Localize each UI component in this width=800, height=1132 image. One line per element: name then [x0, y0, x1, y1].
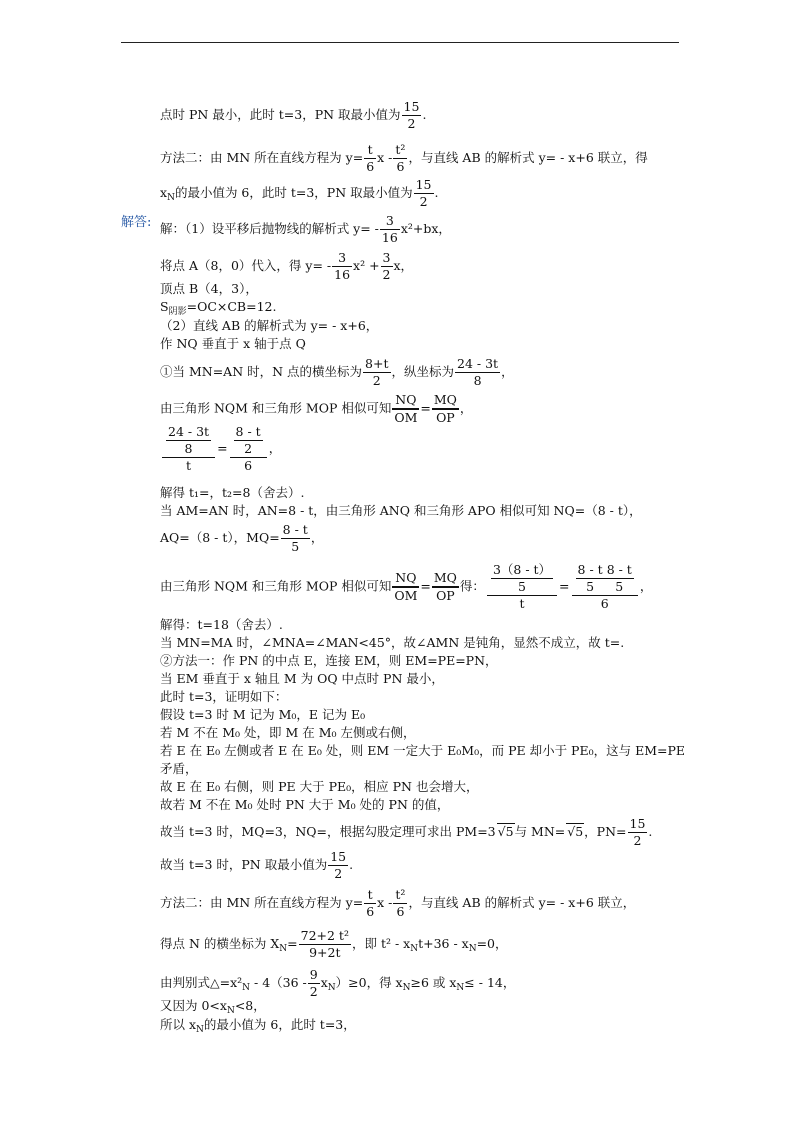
line-top-1: 点时 PN 最小，此时 t=3，PN 取最小值为 $\frac{15}{2}$ .: [160, 99, 427, 131]
fraction: $\frac{\text{72+2 t²}}{9+2t}$: [300, 928, 349, 960]
line-sol-18: 此时 t=3，证明如下：: [160, 689, 288, 704]
line-sol-9: $\frac{\frac{24 - 3t}{8}}{t}$ = $\frac{\frac{8 - t}{2}}{6}$ ，: [160, 424, 281, 474]
fraction: $\frac{15}{2}$: [403, 99, 420, 131]
fraction: $\frac{t}{6}$: [366, 887, 375, 919]
line-sol-11: 当 AM=AN 时，AN=8 - t，由三角形 ANQ 和三角形 APO 相似可知 NQ=（8 - t），: [160, 503, 642, 518]
fraction: $\frac{MQ}{OP}$: [433, 570, 457, 603]
line-sol-4: $S_{阴影}=OC\times CB=12$.: [160, 299, 277, 317]
compound-fraction: $\frac{\frac{24 - 3t}{8}}{t}$: [162, 424, 215, 474]
line-sol-30: 又因为 $0<x_N<8$，: [160, 998, 266, 1016]
line-sol-25: 故当 t=3 时，MQ=3，NQ=，根据勾股定理可求出 PM=3 √5与 MN= √5，PN= $\frac{15}{2}$ .: [160, 816, 653, 848]
fraction: $\frac{3}{2}$: [382, 250, 391, 282]
line-sol-14: 解得：t=18（舍去）.: [160, 617, 283, 632]
fraction: $\frac{3}{16}$: [334, 250, 351, 282]
line-sol-23: 故 E 在 E₀ 右侧，则 PE 大于 PE₀，相应 PN 也会增大，: [160, 779, 479, 794]
line-sol-21: 若 E 在 E₀ 左侧或者 E 在 E₀ 处，则 EM 一定大于 E₀M₀，而 PE 却小于 PE₀，这与 EM=PE: [160, 743, 686, 758]
line-top-2: 方法二：由 MN 所在直线方程为 y= $\frac{t}{6}$ x - $\frac{\text{t²}}{6}$ ，与直线 AB 的解析式 y= - x+6 联立，得: [160, 142, 648, 174]
line-sol-28: 得点 N 的横坐标为 $X_N=$ $\frac{\text{72+2 t²}}{9+2t}$ ，即 $t^2 - x_Nt+36 - x_N=0$，: [160, 928, 508, 960]
line-sol-12: AQ=（8 - t），MQ= $\frac{8 - t}{5}$ ，: [160, 522, 324, 554]
fraction: $\frac{NQ}{OM}$: [394, 392, 418, 425]
fraction: $\frac{MQ}{OP}$: [433, 392, 457, 425]
line-sol-27: 方法二：由 MN 所在直线方程为 y= $\frac{t}{6}$ x - $\frac{\text{t²}}{6}$ ，与直线 AB 的解析式 y= - x+6 联立，: [160, 887, 636, 919]
fraction: $\frac{8 - t}{5}$: [282, 522, 308, 554]
line-sol-15: 当 MN=MA 时，∠MNA=∠MAN<45°，故∠AMN 是钝角，显然不成立，故 t=.: [160, 635, 625, 650]
fraction: $\frac{9}{2}$: [309, 967, 318, 999]
compound-fraction: $\frac{\frac{3(8 - t)}{5}}{t}$: [487, 562, 557, 612]
line-sol-24: 故若 M 不在 M₀ 处时 PN 大于 M₀ 处的 PN 的值，: [160, 797, 450, 812]
line-sol-3: 顶点 B（4，3），: [160, 281, 258, 296]
line-sol-26: 故当 t=3 时，PN 取最小值为 $\frac{15}{2}$ .: [160, 849, 354, 881]
line-sol-22: 矛盾，: [160, 761, 198, 776]
sqrt: √5: [567, 824, 584, 839]
line-sol-29: 由判别式$\triangle=x^2_N - 4(36$ - $\frac{9}{2}$ $x_N)\ge 0$，得 $x_N\ge 6$ 或 $x_N\le - 14$，: [160, 967, 516, 999]
line-sol-19: 假设 t=3 时 M 记为 M₀，E 记为 E₀: [160, 707, 366, 722]
line-sol-7: ①当 MN=AN 时，N 点的横坐标为 $\frac{8+t}{2}$ ，纵坐标为 $\frac{24 - 3t}{8}$ ，: [160, 356, 514, 388]
sqrt: √5: [497, 824, 514, 839]
line-sol-6: 作 NQ 垂直于 x 轴于点 Q: [160, 336, 306, 351]
fraction: $\frac{8+t}{2}$: [365, 356, 389, 388]
line-sol-1: 解：（1）设平移后抛物线的解析式 y= - $\frac{3}{16}$ x²+bx，: [160, 213, 451, 245]
fraction: $\frac{t}{6}$: [366, 142, 375, 174]
text: 点时 PN 最小，此时 t=3，PN 取最小值为: [160, 107, 401, 122]
compound-fraction: $\frac{\frac{8 - t}{2}}{6}$: [230, 424, 267, 474]
answer-label: 解答:: [121, 215, 152, 230]
fraction: $\frac{NQ}{OM}$: [394, 570, 418, 603]
compound-fraction: $\frac{8 - t}{5}$ $\frac{8 - t}{5}$ 6: [572, 562, 638, 612]
header-rule: [121, 42, 679, 43]
line-sol-17: 当 EM 垂直于 x 轴且 M 为 OQ 中点时 PN 最小，: [160, 671, 444, 686]
line-top-3: $x_N$的最小值为 6，此时 t=3，PN 取最小值为 $\frac{15}{2}$ .: [160, 177, 439, 209]
line-sol-13: 由三角形 NQM 和三角形 MOP 相似可知 $\frac{NQ}{OM}$ = $\frac{MQ}{OP}$ 得： $\frac{\frac{3(8 - t)}{5}}{t}$ = $\frac{8 - t}{5}$ $\frac{8 - t}{5}$ 6 ，: [160, 562, 653, 611]
line-sol-20: 若 M 不在 M₀ 处，即 M 在 M₀ 左侧或右侧，: [160, 725, 416, 740]
line-sol-10: 解得 t₁=，t₂=8（舍去）.: [160, 485, 305, 500]
fraction: $\frac{24 - 3t}{8}$: [457, 356, 499, 388]
line-sol-16: ②方法一：作 PN 的中点 E，连接 EM，则 EM=PE=PN，: [160, 653, 498, 668]
fraction: $\frac{\text{t²}}{6}$: [395, 142, 406, 174]
line-sol-2: 将点 A（8，0）代入，得 y= - $\frac{3}{16}$ x² + $\frac{3}{2}$ x，: [160, 250, 414, 282]
line-sol-31: 所以 $x_N$的最小值为 6，此时 t=3，: [160, 1017, 356, 1035]
fraction: $\frac{15}{2}$: [415, 177, 432, 209]
line-sol-5: （2）直线 AB 的解析式为 y= - x+6，: [160, 318, 379, 333]
fraction: $\frac{15}{2}$: [330, 849, 347, 881]
fraction: $\frac{15}{2}$: [629, 816, 646, 848]
fraction: $\frac{\text{t²}}{6}$: [395, 887, 406, 919]
line-sol-8: 由三角形 NQM 和三角形 MOP 相似可知 $\frac{NQ}{OM}$ = $\frac{MQ}{OP}$ ，: [160, 392, 473, 425]
fraction: $\frac{3}{16}$: [381, 213, 398, 245]
